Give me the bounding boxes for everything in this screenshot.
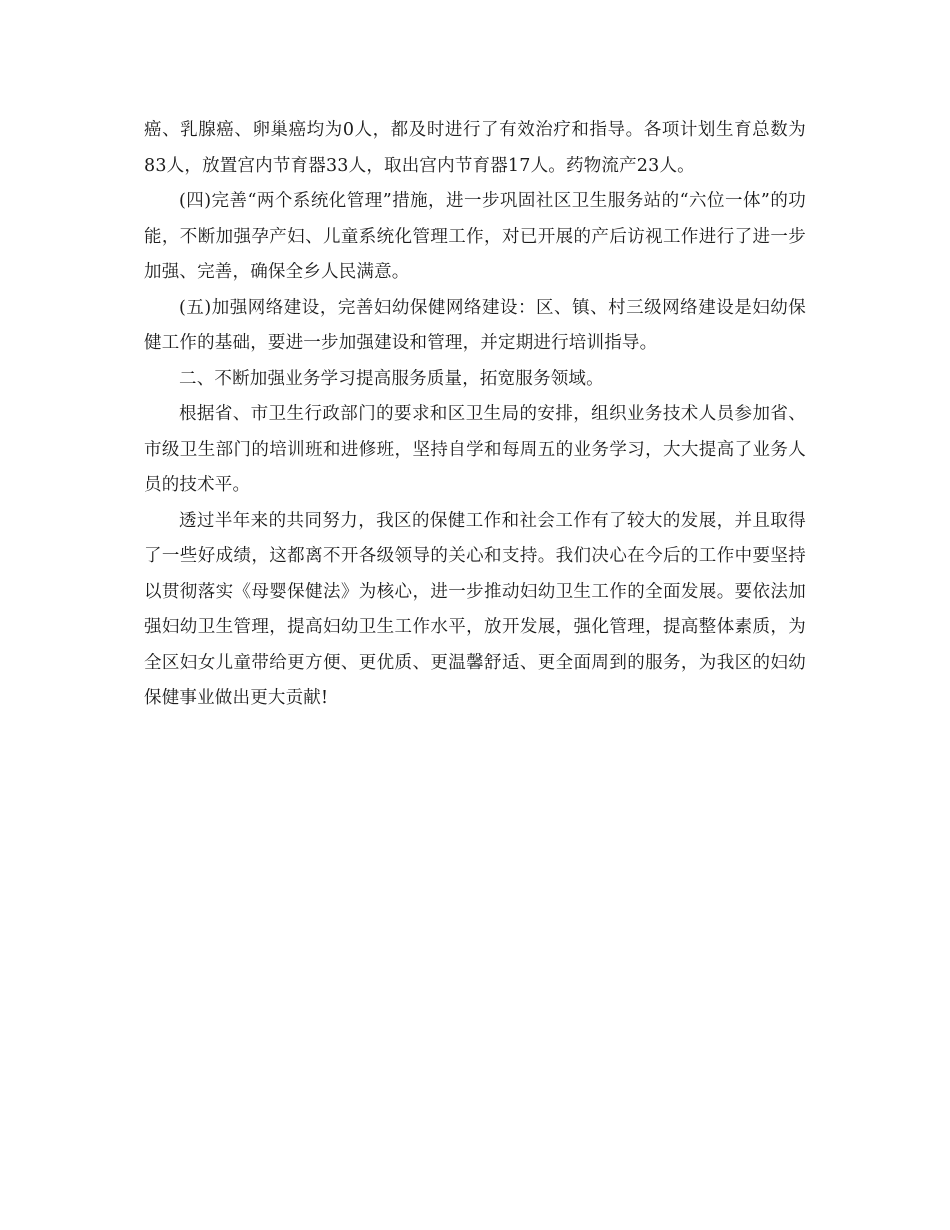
paragraph-results-summary: 癌、乳腺癌、卵巢癌均为0人，都及时进行了有效治疗和指导。各项计划生育总数为83人，放置宫内节育器33人，取出宫内节育器17人。药物流产23人。 xyxy=(144,120,806,176)
document-body xyxy=(144,113,806,717)
paragraph-conclusion: 透过半年来的共同努力，我区的保健工作和社会工作有了较大的发展，并且取得了一些好成绩，这都离不开各级领导的关心和支持。我们决心在今后的工作中要坚持以贯彻落实《母婴保健法》为核心，进一步推动妇幼卫生工作的全面发展。要依法加强妇幼卫生管理，提高妇幼卫生工作水平，放开发展，强化管理，提高整体素质，为全区妇女儿童带给更方便、更优质、更温馨舒适、更全面周到的服务，为我区的妇幼保健事业做出更大贡献! xyxy=(144,510,806,708)
paragraph-training: 根据省、市卫生行政部门的要求和区卫生局的安排，组织业务技术人员参加省、市级卫生部门的培训班和进修班，坚持自学和每周五的业务学习，大大提高了业务人员的技术平。 xyxy=(144,404,806,495)
paragraph-network-building: (五)加强网络建设，完善妇幼保健网络建设：区、镇、村三级网络建设是妇幼保健工作的基础，要进一步加强建设和管理，并定期进行培训指导。 xyxy=(144,297,806,353)
paragraph-system-management: (四)完善“两个系统化管理”措施，进一步巩固社区卫生服务站的“六位一体”的功能，不断加强孕产妇、儿童系统化管理工作，对已开展的产后访视工作进行了进一步加强、完善，确保全乡人民满意。 xyxy=(144,191,806,282)
section-heading-business-study: 二、不断加强业务学习提高服务质量，拓宽服务领域。 xyxy=(179,368,604,389)
